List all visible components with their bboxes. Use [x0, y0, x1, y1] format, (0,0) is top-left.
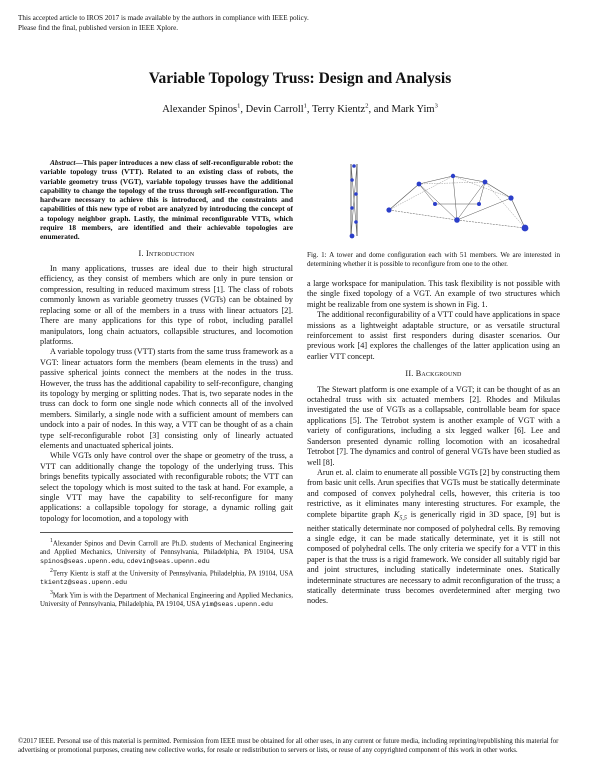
body-paragraph: a large workspace for manipulation. This task flexibility is not possible with the single fixed topology of a VGT. An example of two structures which might be realizable from one system is shown in Fig. 1. — [307, 279, 560, 309]
footnote-3: $^3$Mark Yim is with the Department of Mechanical Engineering and Applied Mechanics, University of Pennsylvania, Philadelphia, PA 19104, USA yim@seas.upenn.edu — [40, 589, 293, 608]
intro-paragraph: A variable topology truss (VTT) starts from the same truss framework as a VGT: linear actuators form the members (beam elements in the truss) and passive spherical joints connect the members at the nodes in the truss. However, the truss has the additional capability to self-reconfigure, changing its topology by merging or splitting nodes. That is, two separate nodes in the truss can dock to form one single node which connects all of the involved members. Similarly, a single node with a sufficient amount of members can undock into a pair of nodes. In this way, a VTT can be thought of as a chain type self-reconfigurable robot [3] consisting only of linearly actuated elements and unactuated spherical joints. — [40, 347, 293, 450]
footnote-2: $^2$Terry Kientz is staff at the University of Pennsylvania, Philadelphia, PA 19104, USA tkientz@seas.upenn.edu — [40, 568, 293, 587]
section-heading-introduction: I. Introduction — [138, 248, 195, 258]
figure-1 — [307, 158, 560, 248]
author-list — [0, 102, 600, 115]
author-2: Devin Carroll$^1$, — [245, 102, 312, 115]
intro-paragraph: While VGTs only have control over the shape or geometry of the truss, a VTT can additionally change the topology of the underlying truss. This brings benefits typically associated with reconfigurable robots; the VTT can select the topology which is most suited to the task at hand. For example, a single VTT may have the capability to self-reconfigure for many applications: a collapsible topology for storage, a dynamic rolling gait topology for locomotion, and a topology with — [40, 451, 293, 523]
abstract: Abstract—This paper introduces a new class of self-reconfigurable robot: the variable topology truss (VTT). Related to an existing class of robots, the variable geometry truss (VGT), variable topology trusses have the additional capability to change the topology of the truss through self-reconfiguration. The hardware necessary to achieve this is introduced, and the constraints and capabilities of this new type of robot are analyzed by introducing the concept of a topology neighbor graph. Lastly, the minimal reconfigurable VTTs, which require 18 members, are identified and their achievable topologies are enumerated. — [40, 158, 293, 242]
abstract-text: This paper introduces a new class of self-reconfigurable robot: the variable topology truss (VTT). Related to an existing class of robots, the variable geometry truss (VGT), variable topology trusses have the additional capability to change the topology of the truss through self-reconfiguration. The hardware necessary to achieve this is introduced, and the constraints and capabilities of this new type of robot are analyzed by introducing the concept of a topology neighbor graph. Lastly, the minimal reconfigurable VTTs, which require 18 members, are identified and their achievable topologies are enumerated. — [40, 158, 293, 242]
background-paragraph: The Stewart platform is one example of a VGT; it can be thought of as an octahedral truss with six actuated members [2]. Rhodes and Mikulas investigated the use of VGTs as a collapsable, controllable beam for space applications [5]. The Tetrobot system is another example of VGT with a variety of configurations, including a six legged walker [6]. Lee and Sanderson presented dynamic rolling locomotion with an icosahedral Tetrobot [7]. The dynamics and control of general VGTs have been studied as well [8]. — [307, 384, 560, 467]
figure-1-caption: Fig. 1: A tower and dome configuration each with 51 members. We are interested in determining whether it is possible to reconfigure from one to the other. — [307, 251, 560, 268]
left-column — [40, 158, 293, 610]
notice-line-2: Please find the final, published version in IEEE Xplore. — [18, 23, 179, 32]
body-paragraph: The additional reconfigurability of a VTT could have applications in space missions as a lightweight adaptable structure, or as versatile structural reinforcement to assist first responders during disaster scenarios. Our previous work [4] explores the challenges of the latter application using an earlier VTT concept. — [307, 310, 560, 361]
dome-truss — [386, 174, 528, 232]
abstract-label: Abstract — [50, 158, 76, 167]
footnotes — [40, 532, 293, 609]
author-4: Mark Yim$^3$ — [391, 102, 438, 115]
background-paragraph-arun: Arun et. al. claim to enumerate all possible VGTs [2] by constructing them from basic unit cells. Arun specifies that VGTs must be statically determinate and composed of convex polyhedral cells, however, this criteria is too restrictive, as it eliminates many interesting structures. For example, the complete bipartite graph $K_{5,5}$ is generically rigid in 3D space, [9] but is neither statically determinate nor composed of polyhedral cells. By removing a single edge, it can be made statically determinate, yet it is still not composed of polyhedral cells. The only criteria we specify for a VTT in this paper is that the truss is a rigid framework. We consider all suitably rigid bar and joint structures, including statically indeterminate ones. Statically indeterminate structures are necessary to admit reconfiguration of the truss; a statically determinate truss becomes overdetermined after merging two nodes. — [307, 467, 560, 606]
copyright-notice: ©2017 IEEE. Personal use of this material is permitted. Permission from IEEE must be obtained for all other uses, in any current or future media, including reprinting/republishing this material for advertising or promotional purposes, creating new collective works, for resale or redistribution to servers or lists, or reuse of any copyrighted component of this work in other works. — [18, 738, 559, 754]
truss-illustration — [307, 158, 560, 248]
footnote-1: $^1$Alexander Spinos and Devin Carroll are Ph.D. students of Mechanical Engineering and Applied Mechanics, University of Pennsylvania, Philadelphia, PA 19104, USA spinos@seas.upenn.edu, cdevin@seas.upenn.edu — [40, 538, 293, 565]
notice-line-1: This accepted article to IROS 2017 is made available by the authors in compliance with IEEE policy. — [18, 14, 309, 22]
section-heading-background: II. Background — [405, 369, 462, 379]
intro-paragraph: In many applications, trusses are ideal due to their high structural efficiency, as they consist of members which are only in pure tension or compression, resulting in reduced maximum stress [1]. The class of robots commonly known as variable geometry trusses (VGTs) can be obtained by replacing some or all of the members in a truss with linear actuators [2]. There are many applications for this type of robot, including parallel manipulators, long chain actuators, collapsible structures, and locomotion platforms. — [40, 264, 293, 346]
right-column — [307, 158, 560, 607]
author-1: Alexander Spinos$^1$, — [162, 102, 246, 115]
tower-truss — [350, 164, 358, 238]
ieee-notice — [18, 14, 309, 33]
author-3: Terry Kientz$^2$, and — [311, 102, 392, 115]
paper-title: Variable Topology Truss: Design and Analysis — [148, 70, 452, 87]
